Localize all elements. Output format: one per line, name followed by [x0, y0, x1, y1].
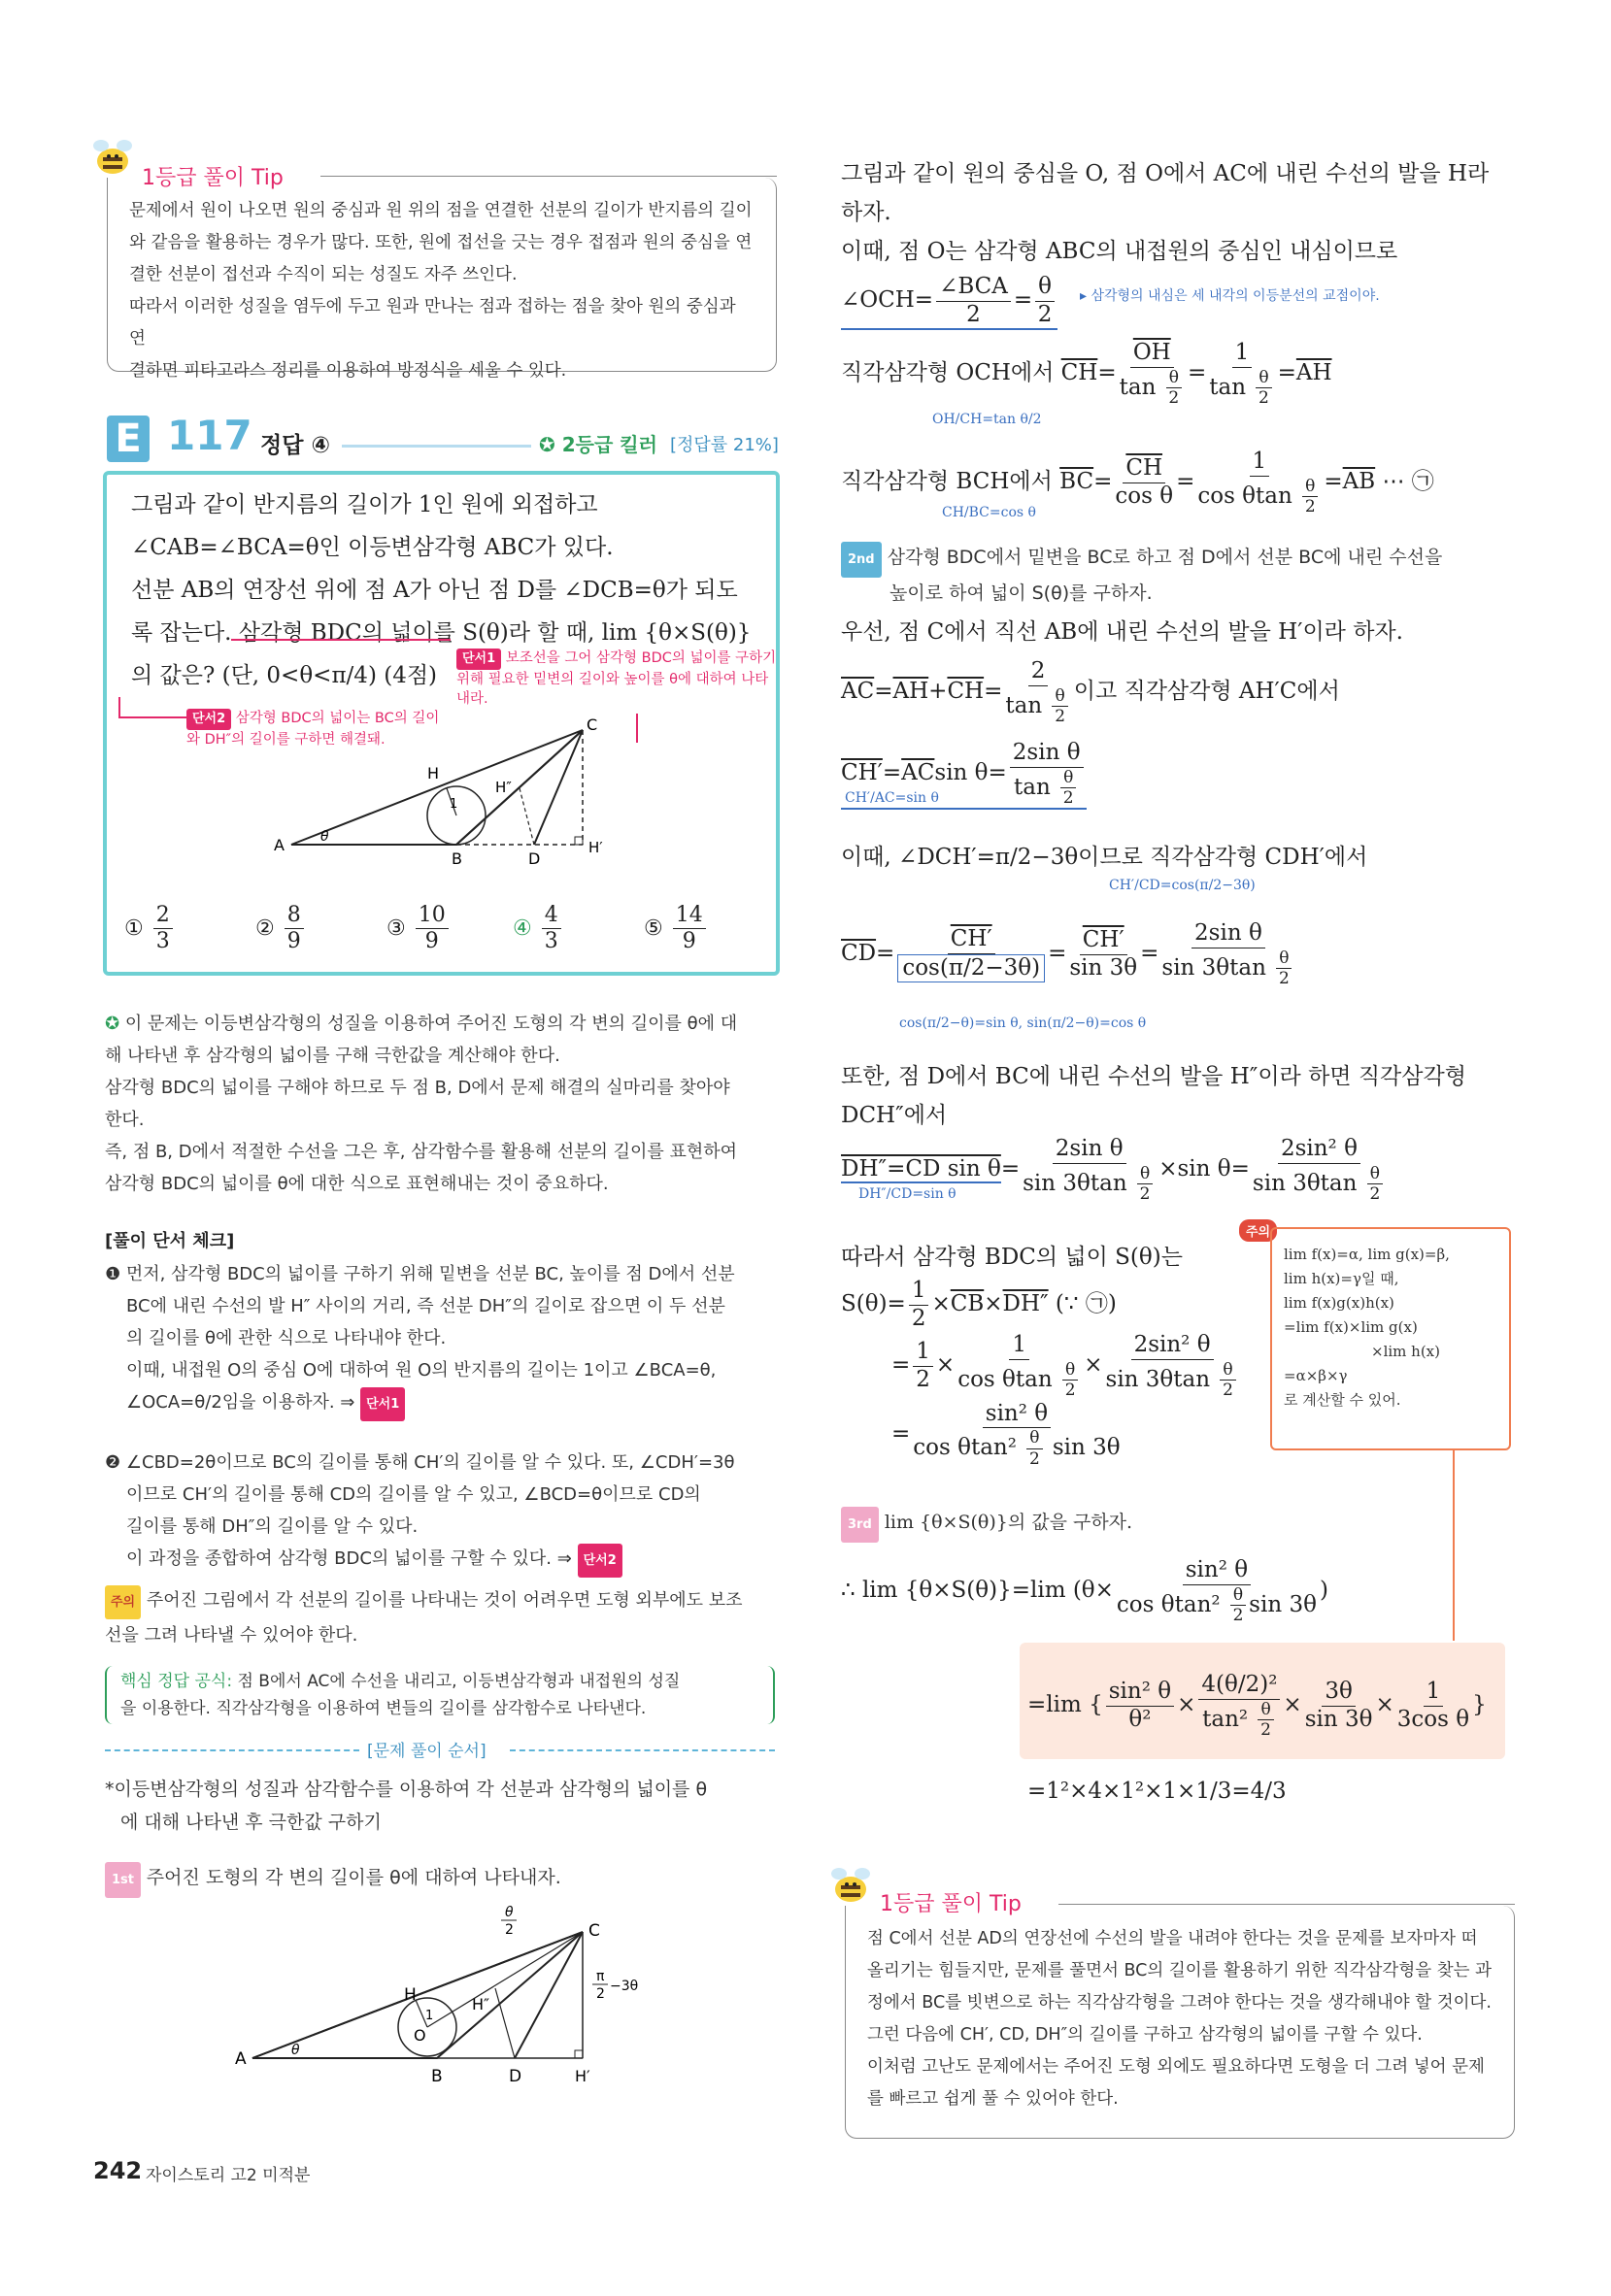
core-label: 핵심 정답 공식: — [120, 1672, 233, 1691]
note-ch-ac: CH′/AC=sin θ — [845, 790, 939, 806]
warn-line: =lim f(x)×lim g(x) — [1284, 1318, 1418, 1336]
eq-lim2: =lim { $\frac{\text{sin² θ}}{\text{θ²}}$ × 4(θ/2)² tan² $\frac{\theta}{2}$ × $\frac{3\theta}{\sin 3\theta}$ × $\frac{1}{\text{3cos θ}}$ } — [1027, 1672, 1487, 1740]
check-tag2: 단서2 — [578, 1544, 622, 1578]
tip1-line: 결하면 피타고라스 정리를 이용하여 방정식을 세울 수 있다. — [129, 361, 567, 381]
intro-line: 삼각형 BDC의 넓이를 θ에 대한 식으로 표현해내는 것이 중요하다. — [105, 1174, 609, 1194]
check-line: 이므로 CH′의 길이를 통해 CD의 길이를 알 수 있고, ∠BCD=θ이므로 CD의 — [126, 1484, 701, 1505]
fig-label-B: B — [452, 849, 462, 868]
eq-s: S(θ)= $\frac{1}{2}$ $\times\overline{CB}\times DH''$ (∵ ㉠) = $\frac{1}{2}$ × 1 cos θtan $\frac{\theta}{2}$ × 2sin² θ sin 3θtan $\frac{\theta}{2}$ = sin² θ cos θtan² $\frac{\theta}{2}$ sin 3θ — [841, 1278, 1278, 1469]
problem-line: 록 잡는다. 삼각형 BDC의 넓이를 S(θ)라 할 때, lim {θ×S(θ)} — [131, 620, 752, 646]
order-line: *이등변삼각형의 성질과 삼각함수를 이용하여 각 선분과 삼각형의 넓이를 θ — [105, 1779, 708, 1800]
order — [105, 1773, 785, 1839]
r-then-dch: 이때, ∠DCH′=π/2−3θ이므로 직각삼각형 CDH′에서 — [841, 845, 1368, 870]
check-item2 — [105, 1447, 785, 1578]
r-l2: 하자. — [841, 200, 891, 225]
eq-och: ∠OCH= $\frac{\text{∠BCA}}{2}$ = $\frac{\theta}{2}$ — [841, 274, 1057, 330]
choices — [124, 903, 755, 961]
problem-figure — [262, 715, 631, 874]
fig-label-D: D — [528, 849, 541, 868]
check-line: ∠OCA=θ/2임을 이용하자. ⇒ — [126, 1392, 355, 1413]
fig2-pi-n: π — [596, 1969, 605, 1984]
step1-badge: 1st — [105, 1862, 141, 1898]
step1-text: 주어진 도형의 각 변의 길이를 θ에 대하여 나타내자. — [146, 1867, 561, 1888]
eq-ch: 직각삼각형 OCH에서 $\overline{CH}=$ $\overline{OH}$ tan $\frac{\theta}{2}$ = 1 tan $\frac{\theta}{2}$ $=\overline{AH}$ — [841, 340, 1332, 408]
fig-label-H: H — [427, 764, 440, 782]
order-line: 에 대해 나타낸 후 극한값 구하기 — [120, 1812, 382, 1833]
eq-final: =1²×4×1²×1×1/3=4/3 — [1027, 1779, 1287, 1804]
star-icon: ✪ — [105, 1014, 125, 1034]
eq-bc: 직각삼각형 BCH에서 $\overline{BC}=$ $\frac{\overline{CH}}{\text{cos θ}}$ = 1 cos θtan $\frac{\theta}{2}$ $=\overline{AB}$ ⋯ ㉠ — [841, 449, 1434, 516]
tip2-box — [845, 1906, 1515, 2139]
note-incenter: ▸ 삼각형의 내심은 세 내각의 이등분선의 교점이야. — [1080, 288, 1380, 304]
fig2-pi-d: 2 — [596, 1986, 605, 2002]
warn-label: 주의 — [1239, 1219, 1277, 1242]
hint1-text: 보조선을 그어 삼각형 BDC의 넓이를 구하기 위해 필요한 밑변의 길이와 높이를 θ에 대하여 나타내라. — [456, 650, 777, 707]
header-rule — [342, 445, 531, 448]
tip1-title: 1등급 풀이 Tip — [134, 161, 291, 191]
fig-theta: θ — [320, 829, 329, 845]
warn-line: lim f(x)g(x)h(x) — [1284, 1294, 1394, 1312]
fig-label-C: C — [587, 715, 598, 734]
fig2-one: 1 — [425, 2009, 434, 2023]
r-dch2: DCH″에서 — [841, 1103, 948, 1128]
warn-line: 로 계산할 수 있어. — [1284, 1391, 1401, 1409]
problem-line: 그림과 같이 반지름의 길이가 1인 원에 외접하고 — [131, 492, 598, 517]
caution-label: 주의 — [105, 1585, 141, 1619]
tip1-box — [107, 178, 777, 381]
caution-line: 선을 그려 나타낼 수 있어야 한다. — [105, 1625, 358, 1646]
tip2-title: 1등급 풀이 Tip — [872, 1887, 1029, 1917]
r-also: 또한, 점 D에서 BC에 내린 수선의 발을 H″이라 하면 직각삼각형 — [841, 1064, 1466, 1089]
r-first: 우선, 점 C에서 직선 AB에 내린 수선의 발을 H′이라 하자. — [841, 619, 1403, 645]
hint2-tag: 단서2 — [186, 709, 231, 730]
warn-line: lim f(x)=α, lim g(x)=β, — [1284, 1246, 1450, 1263]
fig2-label-A: A — [235, 2049, 247, 2069]
step2-line: 높이로 하여 넓이 S(θ)를 구하자. — [889, 582, 1153, 604]
step3-badge: 3rd — [841, 1507, 879, 1543]
note-cos-id: cos(π/2−θ)=sin θ, sin(π/2−θ)=cos θ — [899, 1015, 1147, 1031]
tip1-line: 따라서 이러한 성질을 염두에 두고 원과 만나는 점과 접하는 점을 찾아 원의 중심과 연 — [129, 297, 736, 349]
fig-one: 1 — [450, 797, 458, 812]
intro — [105, 1008, 785, 1200]
fig2-label-O: O — [414, 2026, 426, 2045]
choice-5[interactable]: ⑤ $\frac{14}{9}$ — [644, 903, 709, 955]
check-tag1: 단서1 — [360, 1387, 405, 1421]
problem-letter: E — [107, 416, 150, 462]
eq-lim: ∴ lim {θ×S(θ)}=lim (θ× sin² θ cos θtan² $\frac{\theta}{2}$ sin 3θ ) — [841, 1557, 1328, 1625]
fig2-label-H: H — [404, 1985, 417, 2005]
fig2-label-B: B — [431, 2067, 443, 2086]
step2-badge: 2nd — [841, 542, 882, 578]
check-title: [풀이 단서 체크] — [105, 1231, 235, 1251]
intro-line: 해 나타낸 후 삼각형의 넓이를 구해 극한값을 계산해야 한다. — [105, 1046, 560, 1066]
problem-line: 의 값은? (단, 0<θ<π/4) (4점) — [131, 663, 438, 688]
tip1-rule — [320, 176, 777, 177]
order-title: [문제 풀이 순서] — [367, 1742, 487, 1761]
choice-3[interactable]: ③ $\frac{10}{9}$ — [386, 903, 452, 955]
warn-line: =α×β×γ — [1284, 1367, 1348, 1384]
och-label: 직각삼각형 OCH에서 — [841, 360, 1055, 386]
choice-2[interactable]: ② $\frac{8}{9}$ — [255, 903, 307, 955]
r-l1: 그림과 같이 원의 중심을 O, 점 O에서 AC에 내린 수선의 발을 H라 — [841, 161, 1490, 186]
step2-line: 삼각형 BDC에서 밑변을 BC로 하고 점 D에서 선분 BC에 내린 수선을 — [887, 547, 1443, 568]
ac-tail: 이고 직각삼각형 AH′C에서 — [1073, 679, 1340, 705]
problem-number: 117 — [167, 412, 252, 459]
tip2-line: 정에서 BC를 빗변으로 하는 직각삼각형을 그려야 한다는 것을 생각해내야 할 것이다. — [867, 1993, 1492, 2013]
eq-chp: $CH'=\overline{AC}\sin$ θ= 2sin θ tan $\frac{\theta}{2}$ — [841, 740, 1087, 810]
problem-highlight — [231, 612, 451, 641]
star-icon: ✪ — [539, 433, 555, 456]
step3-text: lim {θ×S(θ)}의 값을 구하자. — [884, 1512, 1133, 1533]
fig-label-A: A — [274, 836, 285, 854]
core-formula — [105, 1666, 775, 1724]
hint2-connector — [118, 697, 188, 718]
order-rule-left — [105, 1749, 359, 1751]
eq-dh: DH″=CD sin θ= 2sin θ sin 3θtan $\frac{\theta}{2}$ ×sin θ= 2sin² θ sin 3θtan $\frac{\theta}{2}$ — [841, 1136, 1389, 1204]
problem-line: ∠CAB=∠BCA=θ인 이등변삼각형 ABC가 있다. — [131, 535, 614, 560]
note-chp-cd: CH′/CD=cos(π/2−3θ) — [1109, 878, 1256, 893]
hint1-connector — [636, 714, 638, 743]
tip2-rule — [1058, 1904, 1515, 1905]
caution — [105, 1584, 785, 1651]
fig2-label-D: D — [509, 2067, 522, 2086]
tip1-line: 결한 선분이 접선과 수직이 되는 성질도 자주 쓰인다. — [129, 265, 518, 284]
correct-rate: [정답률 21%] — [670, 435, 779, 455]
note-incenter-text: 삼각형의 내심은 세 내각의 이등분선의 교점이야. — [1091, 288, 1380, 304]
choice-4[interactable]: ④ $\frac{4}{3}$ — [513, 903, 564, 955]
bch-label: 직각삼각형 BCH에서 — [841, 469, 1053, 495]
fig2-label-H1: H′ — [575, 2067, 590, 2085]
check-line: 의 길이를 θ에 관한 식으로 나타내야 한다. — [126, 1328, 447, 1348]
bottom-figure — [223, 1903, 639, 2097]
check-line: BC에 내린 수선의 발 H″ 사이의 거리, 즉 선분 DH″의 길이로 잡으면 이 두 선분 — [126, 1296, 725, 1316]
hint1-tag: 단서1 — [456, 649, 501, 670]
fig2-theta: θ — [291, 2043, 300, 2058]
warn-arrow — [1453, 1450, 1455, 1641]
eq-cd: $\overline{CD}=$ $\frac{CH'}{\cos(\pi/2-3\theta)}$ = $\frac{CH'}{\sin 3\theta}$ = 2sin θ sin 3θtan $\frac{\theta}{2}$ — [841, 920, 1297, 988]
fig-label-H1: H′ — [588, 839, 603, 856]
tip1-line: 와 같음을 활용하는 경우가 많다. 또한, 원에 접선을 긋는 경우 접점과 원의 중심을 연 — [129, 233, 753, 252]
check-line: ❶ 먼저, 삼각형 BDC의 넓이를 구하기 위해 밑변을 선분 BC, 높이를 점 D에서 선분 — [105, 1264, 735, 1284]
r-area-intro: 따라서 삼각형 BDC의 넓이 S(θ)는 — [841, 1245, 1183, 1270]
tip2-line: 그런 다음에 CH′, CD, DH″의 길이를 구하고 삼각형의 넓이를 구할 수 있다. — [867, 2025, 1423, 2045]
answer-label: 정답 ④ — [260, 433, 330, 458]
killer-label: 2등급 킬러 — [561, 433, 657, 456]
intro-line: 즉, 점 B, D에서 적절한 수선을 그은 후, 삼각함수를 활용해 선분의 길이를 표현하여 — [105, 1142, 738, 1162]
check-line: 이 과정을 종합하여 삼각형 BDC의 넓이를 구할 수 있다. ⇒ — [126, 1548, 572, 1569]
eq-ac: $\overline{AC}=\overline{AH}+\overline{CH}=$ 2 tan $\frac{\theta}{2}$ 이고 직각삼각형 AH′C에서 — [841, 658, 1340, 726]
tip2-line: 올리기는 힘들지만, 문제를 풀면서 BC의 길이를 활용하기 위한 직각삼각형을 찾는 과 — [867, 1961, 1492, 1980]
intro-line: 삼각형 BDC의 넓이를 구해야 하므로 두 점 B, D에서 문제 해결의 실마리를 찾아야 — [105, 1078, 730, 1098]
bee-icon — [827, 1864, 874, 1905]
check-line: ❷ ∠CBD=2θ이므로 BC의 길이를 통해 CH′의 길이를 알 수 있다. 또, ∠CDH′=3θ — [105, 1452, 735, 1473]
check-line: 이때, 내접원 O의 중심 O에 대하여 원 O의 반지름의 길이는 1이고 ∠BCA=θ, — [126, 1360, 717, 1381]
hint1 — [456, 649, 777, 709]
intro-line: 이 문제는 이등변삼각형의 성질을 이용하여 주어진 도형의 각 변의 길이를 θ에 대 — [124, 1014, 738, 1034]
note-dh-cd: DH″/CD=sin θ — [858, 1186, 957, 1202]
bee-icon — [89, 136, 136, 177]
caution-line: 주어진 그림에서 각 선분의 길이를 나타내는 것이 어려우면 도형 외부에도 보조 — [146, 1590, 743, 1611]
check-item1 — [105, 1258, 785, 1421]
core-line: 점 B에서 AC에 수선을 내리고, 이등변삼각형과 내접원의 성질 — [237, 1672, 681, 1691]
page-number: 242 — [93, 2157, 143, 2184]
fig-label-H2: H″ — [495, 779, 512, 796]
killer-badge — [539, 429, 657, 457]
tip2-line: 점 C에서 선분 AD의 연장선에 수선의 발을 내려야 한다는 것을 문제를 보자마자 떠 — [867, 1929, 1478, 1948]
r-l3: 이때, 점 O는 삼각형 ABC의 내접원의 중심인 내심이므로 — [841, 239, 1398, 264]
intro-line: 한다. — [105, 1110, 145, 1130]
tip2-line: 를 빠르고 쉽게 풀 수 있어야 한다. — [867, 2089, 1119, 2109]
choice-1[interactable]: ① $\frac{2}{3}$ — [124, 903, 176, 955]
core-line: 을 이용한다. 직각삼각형을 이용하여 변들의 길이를 삼각함수로 나타낸다. — [120, 1699, 647, 1718]
note-ch-bc: CH/BC=cos θ — [942, 505, 1036, 520]
fig2-half-theta-d: 2 — [505, 1922, 514, 1938]
tip1-line: 문제에서 원이 나오면 원의 중심과 원 위의 점을 연결한 선분의 길이가 반지름의 길이 — [129, 201, 753, 220]
check-line: 길이를 통해 DH″의 길이를 알 수 있다. — [126, 1516, 419, 1537]
fig2-minus3: −3θ — [610, 1979, 639, 1994]
step2 — [841, 542, 1540, 610]
step1 — [105, 1862, 561, 1898]
warn-line: lim h(x)=γ일 때, — [1284, 1270, 1399, 1287]
warn-line: ×lim h(x) — [1371, 1343, 1440, 1360]
fig2-half-theta-n: θ — [505, 1905, 514, 1920]
fig2-label-H2: H″ — [472, 1995, 490, 2013]
tip2-line: 이처럼 고난도 문제에서는 주어진 도형 외에도 필요하다면 도형을 더 그려 넣어 문제 — [867, 2057, 1485, 2077]
hint2-text: 삼각형 BDC의 넓이는 BC의 길이와 DH″의 길이를 구하면 해결돼. — [186, 711, 440, 748]
note-oh-ch: OH/CH=tan θ/2 — [932, 412, 1042, 427]
problem-line: 선분 AB의 연장선 위에 점 A가 아닌 점 D를 ∠DCB=θ가 되도 — [131, 578, 738, 603]
fig2-label-C: C — [588, 1921, 600, 1941]
step3 — [841, 1507, 1132, 1543]
book-title: 자이스토리 고2 미적분 — [146, 2166, 311, 2185]
order-rule-right — [510, 1749, 775, 1751]
warn-box — [1270, 1227, 1511, 1450]
